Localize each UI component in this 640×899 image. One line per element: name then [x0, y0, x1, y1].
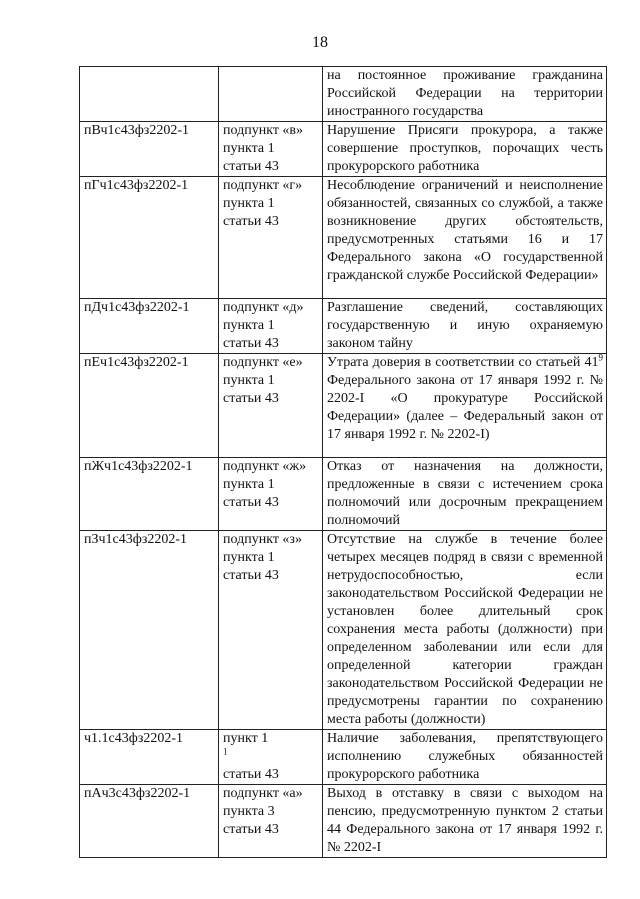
code-cell: пАч3с43фз2202-1 [80, 785, 219, 858]
reference-line: статьи 43 [223, 495, 279, 510]
reference-cell [219, 67, 323, 122]
reference-line: подпункт «а» [223, 786, 303, 801]
code-cell: пДч1с43фз2202-1 [80, 299, 219, 354]
legal-grounds-table [79, 66, 607, 858]
reference-line: статьи 43 [223, 214, 279, 229]
table-row [80, 458, 607, 531]
description-text: Утрата доверия в соответствии со статьей 41 [327, 355, 599, 370]
reference-line: пункта 1 [223, 318, 275, 333]
reference-cell [219, 354, 323, 458]
description-cell: Отказ от назначения на должности, предложенные в связи с истечением срока полномочий или досрочным прекращением полномочий [323, 458, 607, 531]
page-number: 18 [312, 34, 328, 51]
code-cell: пЗч1с43фз2202-1 [80, 531, 219, 730]
description-cell: Отсутствие на службе в течение более четырех месяцев подряд в связи с временной нетрудоспособностью, если законодательством Российской Федерации не установлен более длительный срок сохранения места работы (должности) при определенном заболевании или если для определенной категории граждан законодательством Российской Федерации не предусмотрены гарантии по сохранению места работы (должности) [323, 531, 607, 730]
code-cell: пГч1с43фз2202-1 [80, 177, 219, 299]
reference-cell [219, 785, 323, 858]
footnote-superscript: 9 [598, 352, 603, 363]
reference-line: пункта 1 [223, 477, 275, 492]
reference-line: статьи 43 [223, 568, 279, 583]
reference-cell [219, 122, 323, 177]
reference-line: статьи 43 [223, 159, 279, 174]
reference-line: статьи 43 [223, 336, 279, 351]
description-cell: Выход в отставку в связи с выходом на пенсию, предусмотренную пунктом 2 статьи 44 Федерального закона от 17 января 1992 г. № 2202-I [323, 785, 607, 858]
reference-line: статьи 43 [223, 391, 279, 406]
table-row [80, 354, 607, 458]
reference-cell [219, 531, 323, 730]
description-cell: Разглашение сведений, составляющих государственную и иную охраняемую законом тайну [323, 299, 607, 354]
reference-line: подпункт «е» [223, 355, 303, 370]
table-row [80, 122, 607, 177]
code-cell: пВч1с43фз2202-1 [80, 122, 219, 177]
reference-cell [219, 458, 323, 531]
description-cell [323, 354, 607, 458]
reference-line: пункта 1 [223, 141, 275, 156]
reference-line: пункта 1 [223, 550, 275, 565]
reference-line: статьи 43 [223, 822, 279, 837]
reference-line: пункта 3 [223, 804, 275, 819]
description-cell: Несоблюдение ограничений и неисполнение обязанностей, связанных со службой, а также возникновение других обстоятельств, предусмотренных статьями 16 и 17 Федерального закона «О государственной гражданской службе Российской Федерации» [323, 177, 607, 299]
reference-line [223, 730, 319, 766]
code-cell: пЕч1с43фз2202-1 [80, 354, 219, 458]
reference-line: пункта 1 [223, 373, 275, 388]
reference-line: подпункт «ж» [223, 459, 307, 474]
table-row [80, 177, 607, 299]
footnote-superscript: 1 [223, 746, 228, 757]
table-row [80, 531, 607, 730]
description-cell: на постоянное проживание гражданина Российской Федерации на территории иностранного государства [323, 67, 607, 122]
reference-line: подпункт «г» [223, 178, 303, 193]
description-text: Федерального закона от 17 января 1992 г. № 2202-I «О прокуратуре Российской Федерации» (далее – Федеральный закон от 17 января 1992 г. № 2202-I) [327, 373, 603, 442]
reference-line: статьи 43 [223, 767, 279, 782]
table-row [80, 730, 607, 785]
reference-line: подпункт «з» [223, 532, 302, 547]
code-cell: пЖч1с43фз2202-1 [80, 458, 219, 531]
reference-line: пункта 1 [223, 196, 275, 211]
reference-cell [219, 299, 323, 354]
code-cell [80, 67, 219, 122]
reference-cell [219, 730, 323, 785]
table-row [80, 785, 607, 858]
description-cell: Нарушение Присяги прокурора, а также совершение проступков, порочащих честь прокурорского работника [323, 122, 607, 177]
reference-line: подпункт «в» [223, 123, 304, 138]
code-cell: ч1.1с43фз2202-1 [80, 730, 219, 785]
reference-cell [219, 177, 323, 299]
reference-text: пункт 1 [223, 731, 269, 746]
description-cell: Наличие заболевания, препятствующего исполнению служебных обязанностей прокурорского работника [323, 730, 607, 785]
reference-line: подпункт «д» [223, 300, 304, 315]
table-row [80, 67, 607, 122]
table-row [80, 299, 607, 354]
